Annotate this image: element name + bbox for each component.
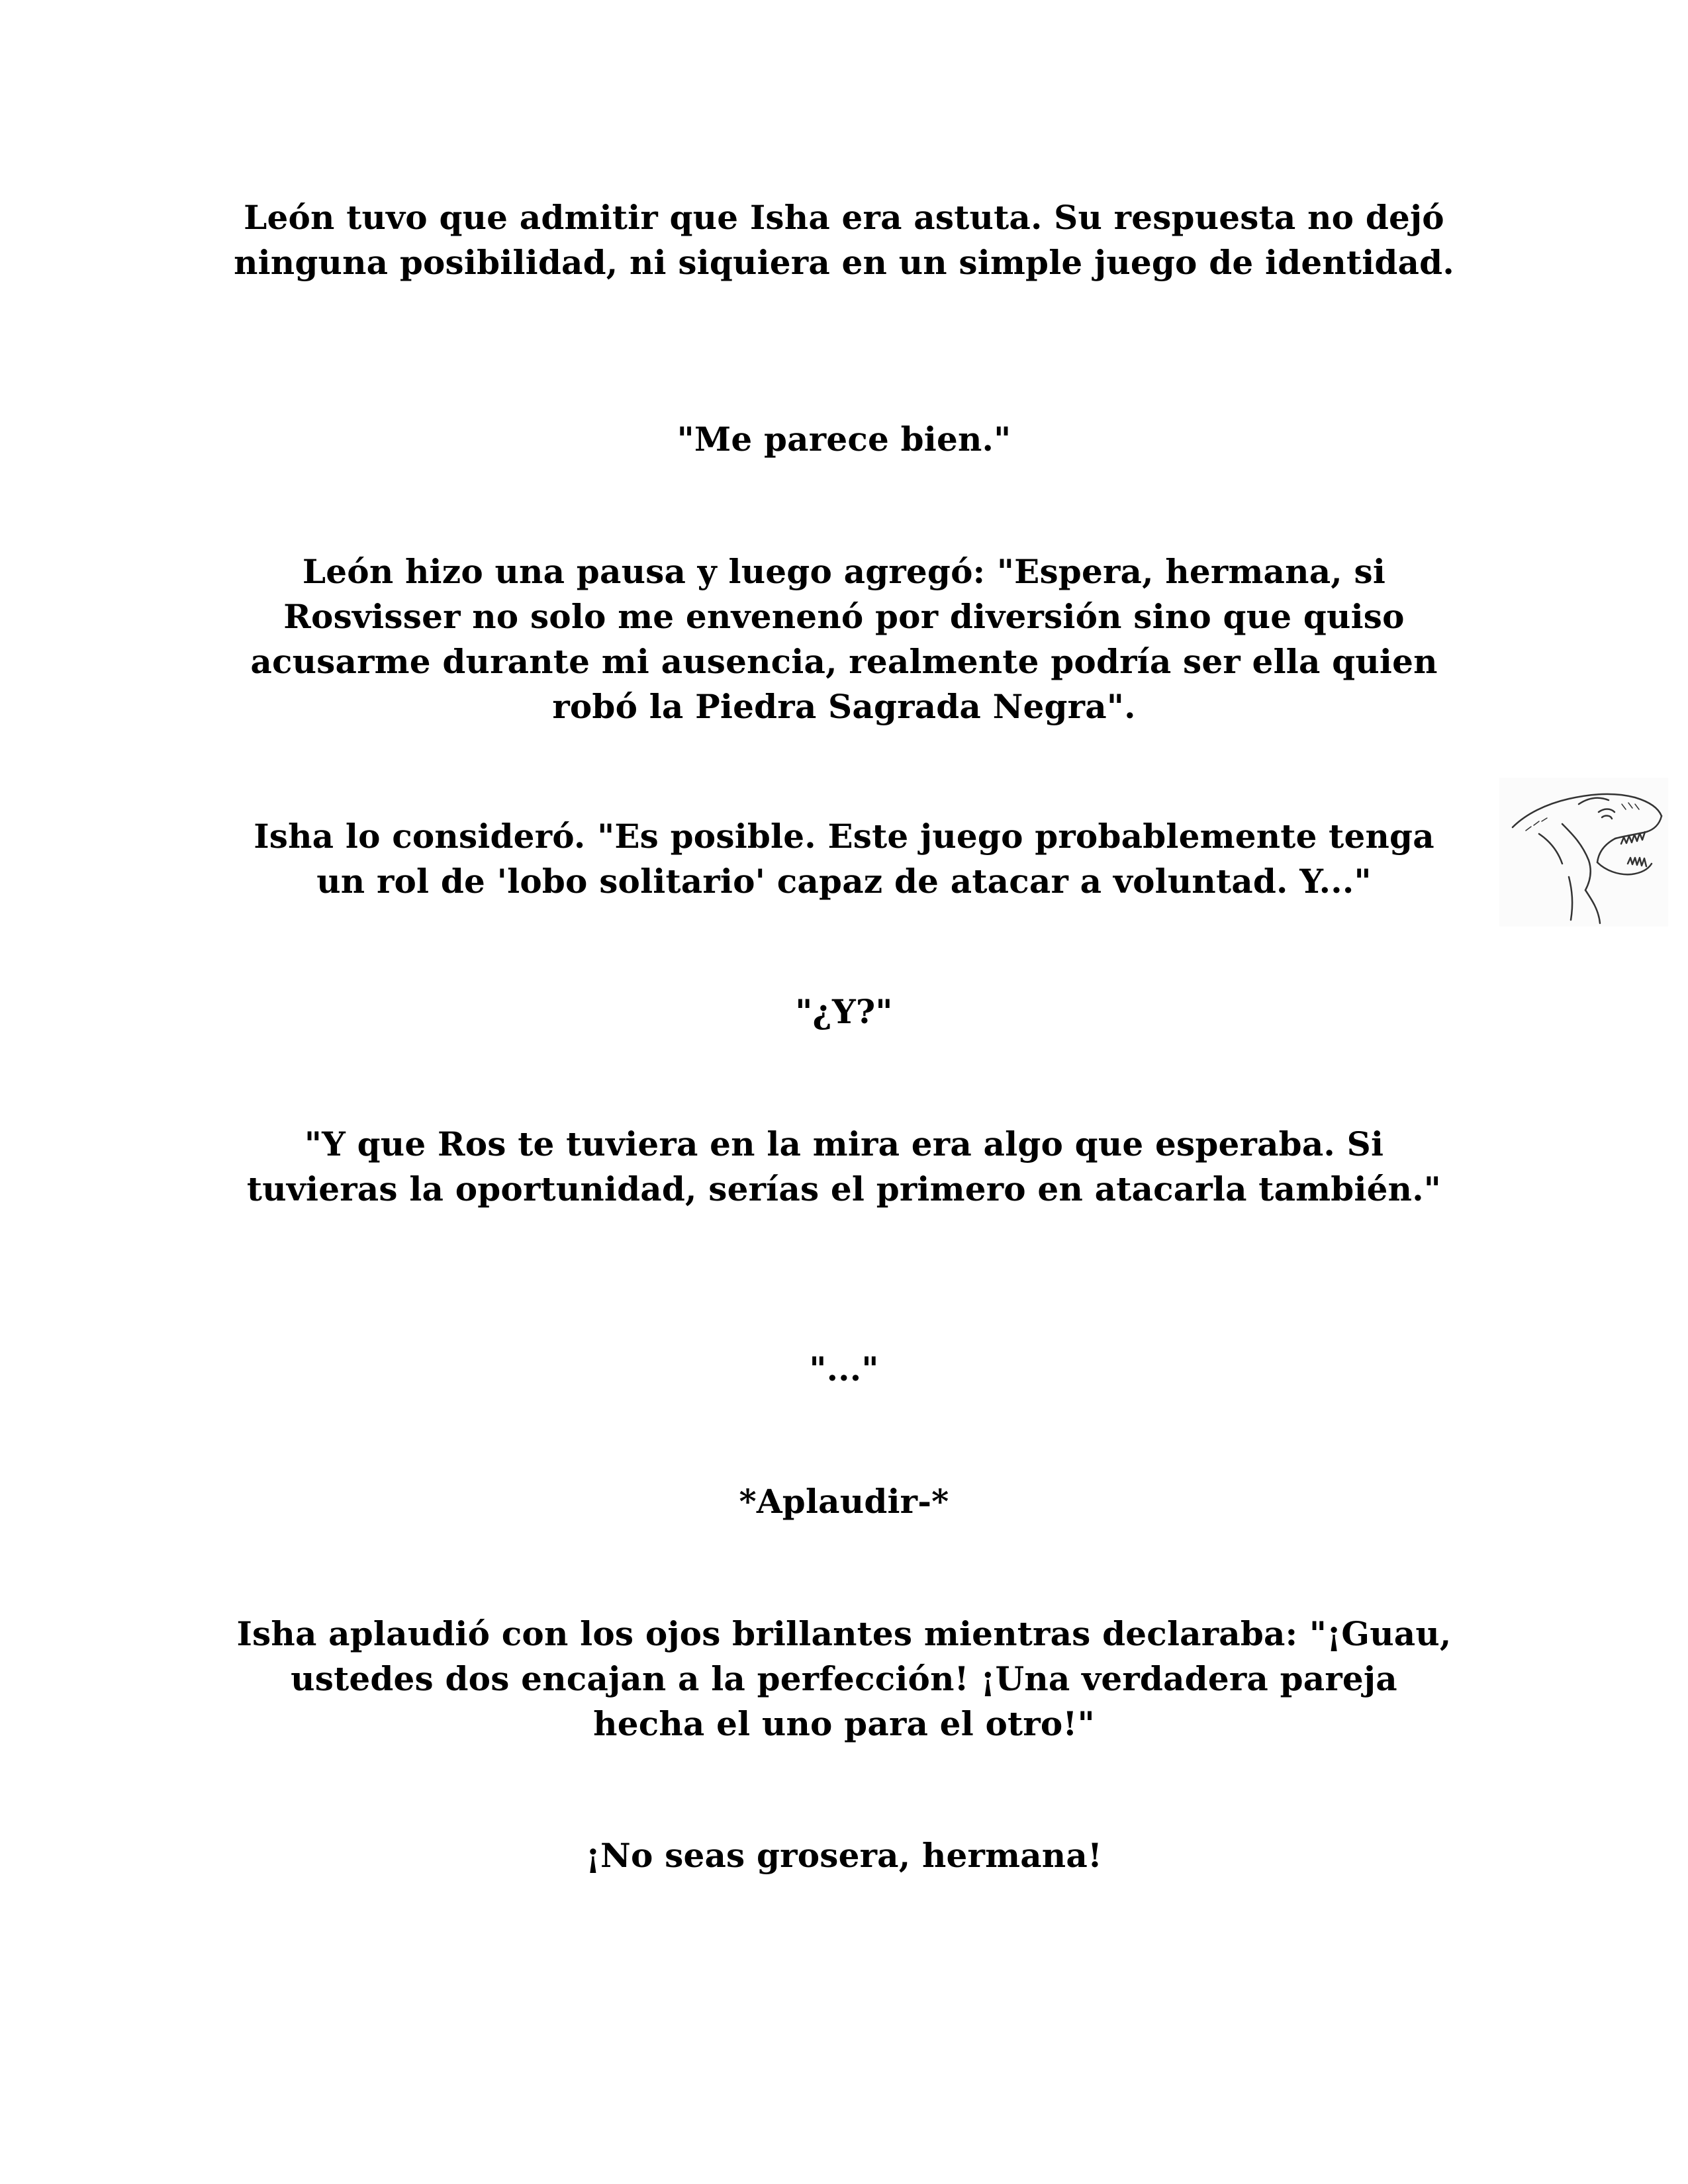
paragraph-4: Isha lo consideró. "Es posible. Este juego probablemente tenga un rol de 'lobo solitario' capaz de atacar a voluntad. Y..." <box>254 817 1434 901</box>
paragraph-9: Isha aplaudió con los ojos brillantes mientras declaraba: "¡Guau, ustedes dos encajan a la perfección! ¡Una verdadera pareja hecha el uno para el otro!" <box>236 1614 1452 1743</box>
paragraph-8: *Aplaudir-* <box>739 1482 949 1521</box>
paragraph-10: ¡No seas grosera, hermana! <box>585 1836 1103 1875</box>
paragraph-6: "Y que Ros te tuviera en la mira era algo que esperaba. Si tuvieras la oportunidad, serías el primero en atacarla también." <box>246 1124 1442 1208</box>
paragraph-1: León tuvo que admitir que Isha era astuta. Su respuesta no dejó ninguna posibilidad, ni siquiera en un simple juego de identidad. <box>234 198 1454 282</box>
paragraph-3: León hizo una pausa y luego agregó: "Espera, hermana, si Rosvisser no solo me envenenó por diversión sino que quiso acusarme durante mi ausencia, realmente podría ser ella quien robó la Piedra Sagrada Negra". <box>250 552 1438 726</box>
paragraph-7: "..." <box>809 1349 879 1388</box>
paragraph-2: "Me parece bien." <box>677 420 1011 459</box>
paragraph-5: "¿Y?" <box>795 992 893 1031</box>
dinosaur-head-sketch-icon <box>1499 778 1668 927</box>
